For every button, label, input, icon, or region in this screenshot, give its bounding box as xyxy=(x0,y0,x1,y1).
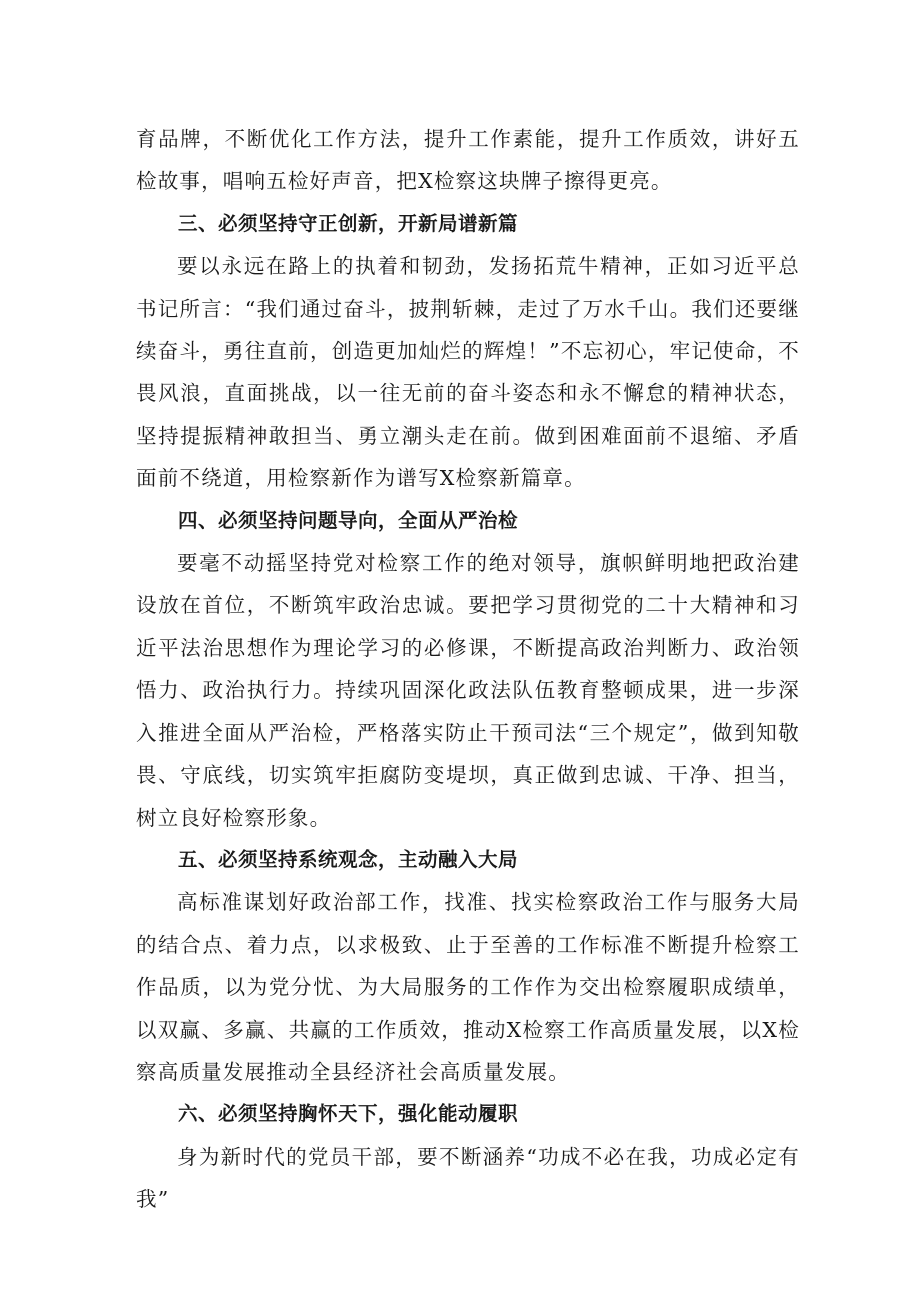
paragraph-section-3: 要以永远在路上的执着和韧劲，发扬拓荒牛精神，正如习近平总书记所言：“我们通过奋斗，披荆斩棘，走过了万水千山。我们还要继续奋斗，勇往直前，创造更加灿烂的辉煌！”不忘初心，牢记使命，不畏风浪，直面挑战，以一往无前的奋斗姿态和永不懈怠的精神状态，坚持提振精神敢担当、勇立潮头走在前。做到困难面前不退缩、矛盾面前不绕道，用检察新作为谱写X检察新篇章。 xyxy=(136,254,800,491)
document-body xyxy=(136,118,800,1221)
section-heading-6: 六、必须坚持胸怀天下，强化能动履职 xyxy=(178,1102,519,1126)
paragraph-section-6: 身为新时代的党员干部，要不断涵养“功成不必在我，功成必定有我” xyxy=(136,1144,800,1212)
section-heading-5: 五、必须坚持系统观念，主动融入大局 xyxy=(178,847,519,871)
paragraph-continued: 育品牌，不断优化工作方法，提升工作素能，提升工作质效，讲好五检故事，唱响五检好声音，把X检察这块牌子擦得更亮。 xyxy=(136,127,800,194)
section-heading-3: 三、必须坚持守正创新，开新局谱新篇 xyxy=(178,211,519,235)
paragraph-section-5: 高标准谋划好政治部工作，找准、找实检察政治工作与服务大局的结合点、着力点，以求极致、止于至善的工作标准不断提升检察工作品质，以为党分忧、为大局服务的工作作为交出检察履职成绩单，以双赢、多赢、共赢的工作质效，推动X检察工作高质量发展，以X检察高质量发展推动全县经济社会高质量发展。 xyxy=(136,890,800,1084)
paragraph-section-4: 要毫不动摇坚持党对检察工作的绝对领导，旗帜鲜明地把政治建设放在首位，不断筑牢政治忠诚。要把学习贯彻党的二十大精神和习近平法治思想作为理论学习的必修课，不断提高政治判断力、政治领悟力、政治执行力。持续巩固深化政法队伍教育整顿成果，进一步深入推进全面从严治检，严格落实防止干预司法“三个规定”，做到知敬畏、守底线，切实筑牢拒腐防变堤坝，真正做到忠诚、干净、担当，树立良好检察形象。 xyxy=(136,551,800,830)
section-heading-4: 四、必须坚持问题导向，全面从严治检 xyxy=(178,508,519,532)
